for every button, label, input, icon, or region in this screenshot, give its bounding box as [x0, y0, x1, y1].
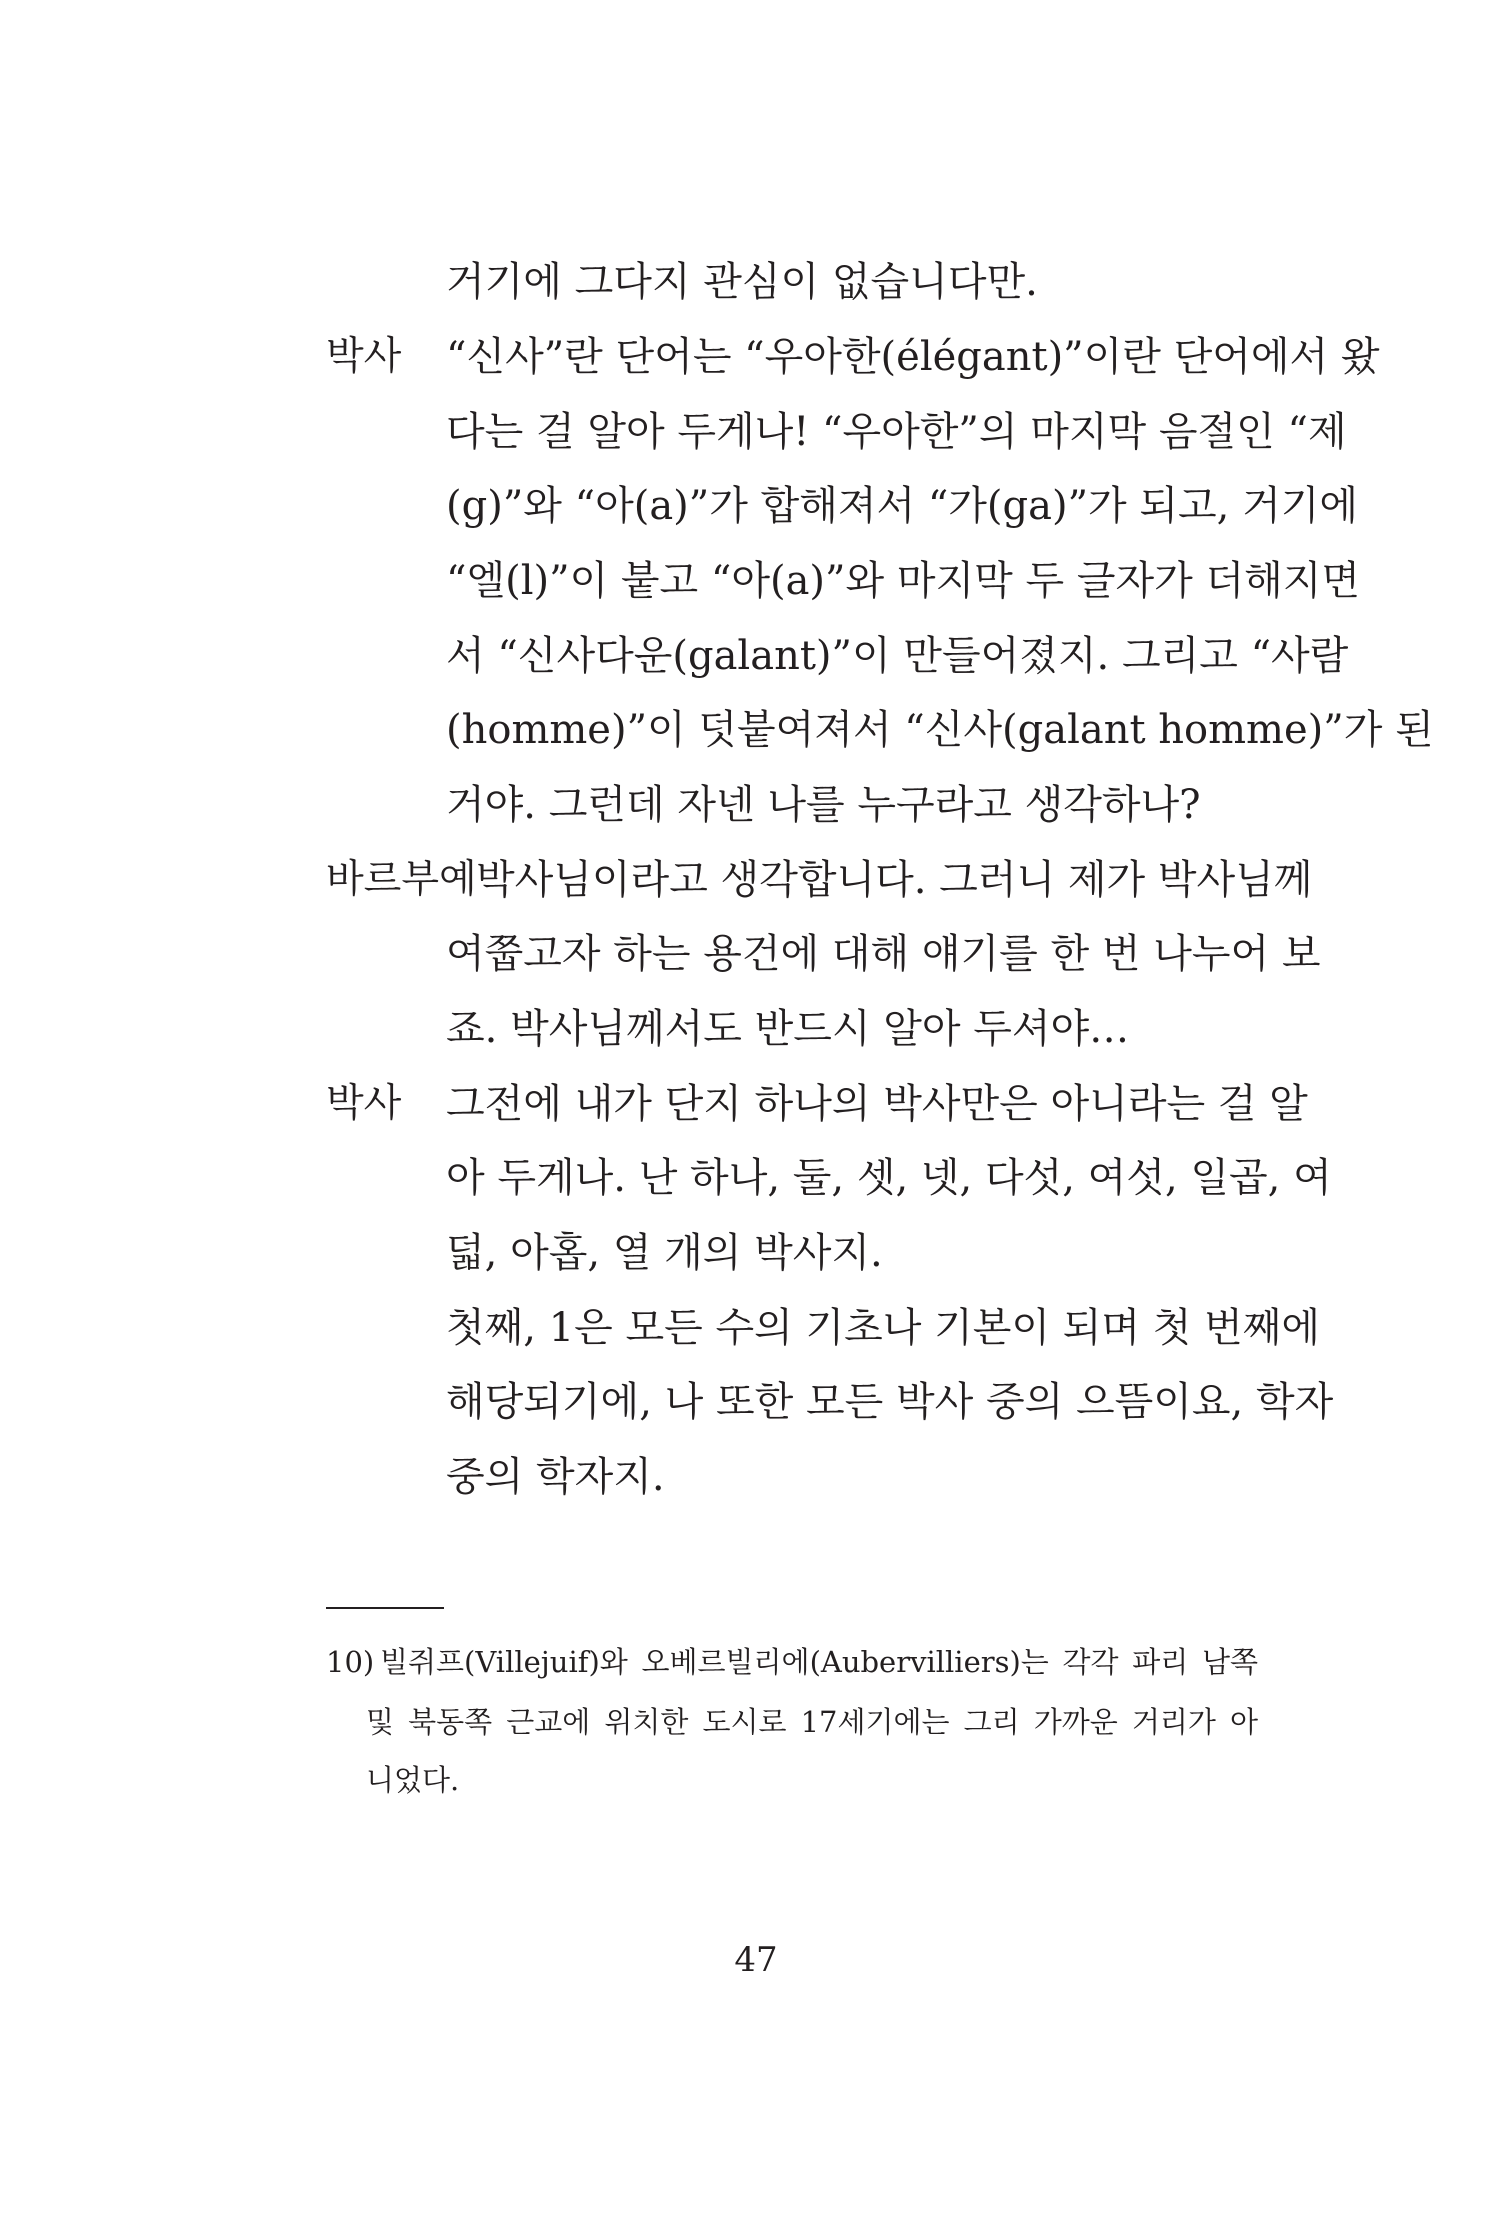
dialogue-text: 덟, 아홉, 열 개의 박사지.	[446, 1230, 883, 1276]
text-line	[0, 763, 1512, 847]
dialogue-text: 해당되기에, 나 또한 모든 박사 중의 으뜸이요, 학자	[446, 1379, 1334, 1425]
text-line	[0, 1136, 1512, 1220]
dialogue-text: 그전에 내가 단지 하나의 박사만은 아니라는 걸 알	[446, 1081, 1308, 1127]
dialogue-text: “엘(l)”이 붙고 “아(a)”와 마지막 두 글자가 더해지면	[446, 558, 1361, 604]
dialogue-text: 첫째, 1은 모든 수의 기초나 기본이 되며 첫 번째에	[446, 1305, 1321, 1351]
dialogue-text: 박사님이라고 생각합니다. 그러니 제가 박사님께	[476, 857, 1313, 903]
text-line	[0, 240, 1512, 324]
dialogue-text: 여쭙고자 하는 용건에 대해 얘기를 한 번 나누어 보	[446, 931, 1321, 977]
dialogue-text: (g)”와 “아(a)”가 합해져서 “가(ga)”가 되고, 거기에	[446, 483, 1359, 529]
text-line	[0, 464, 1512, 548]
text-line	[0, 1211, 1512, 1295]
footnote-line	[0, 1634, 1512, 1690]
dialogue-text: (homme)”이 덧붙여져서 “신사(galant homme)”가 된	[446, 707, 1434, 753]
speaker-label: 바르부예	[326, 857, 477, 902]
dialogue-text: 거기에 그다지 관심이 없습니다만.	[446, 259, 1038, 305]
dialogue-text: 중의 학자지.	[446, 1454, 665, 1500]
footnote-text: 빌쥐프(Villejuif)와 오베르빌리에(Aubervilliers)는 각각 파리 남쪽	[380, 1645, 1258, 1679]
text-line	[0, 1435, 1512, 1519]
footnote-divider	[326, 1607, 444, 1609]
footnote-line	[0, 1752, 1512, 1808]
text-line	[0, 912, 1512, 996]
text-line	[0, 688, 1512, 772]
text-line	[0, 1286, 1512, 1370]
footnote-text: 및 북동쪽 근교에 위치한 도시로 17세기에는 그리 가까운 거리가 아	[366, 1705, 1258, 1739]
text-line	[0, 614, 1512, 698]
dialogue-text: 아 두게나. 난 하나, 둘, 셋, 넷, 다섯, 여섯, 일곱, 여	[446, 1155, 1332, 1201]
speaker-label: 박사	[326, 334, 402, 379]
text-line	[0, 539, 1512, 623]
dialogue-text: 거야. 그런데 자넨 나를 누구라고 생각하나?	[446, 782, 1201, 828]
text-line	[0, 1062, 1512, 1146]
dialogue-text: 서 “신사다운(galant)”이 만들어졌지. 그리고 “사람	[446, 633, 1349, 679]
text-line	[0, 315, 1512, 399]
dialogue-text: 다는 걸 알아 두게나! “우아한”의 마지막 음절인 “제	[446, 409, 1347, 455]
speaker-label: 박사	[326, 1081, 402, 1126]
footnote-number: 10)	[326, 1645, 375, 1679]
text-line	[0, 390, 1512, 474]
dialogue-text: “신사”란 단어는 “우아한(élégant)”이란 단어에서 왔	[446, 334, 1380, 380]
text-line	[0, 1360, 1512, 1444]
text-line	[0, 838, 1512, 922]
footnote-line	[0, 1694, 1512, 1750]
dialogue-text: 죠. 박사님께서도 반드시 알아 두셔야…	[446, 1006, 1130, 1052]
text-line	[0, 987, 1512, 1071]
page-number: 47	[734, 1940, 778, 1980]
footnote-text: 니었다.	[366, 1763, 460, 1797]
